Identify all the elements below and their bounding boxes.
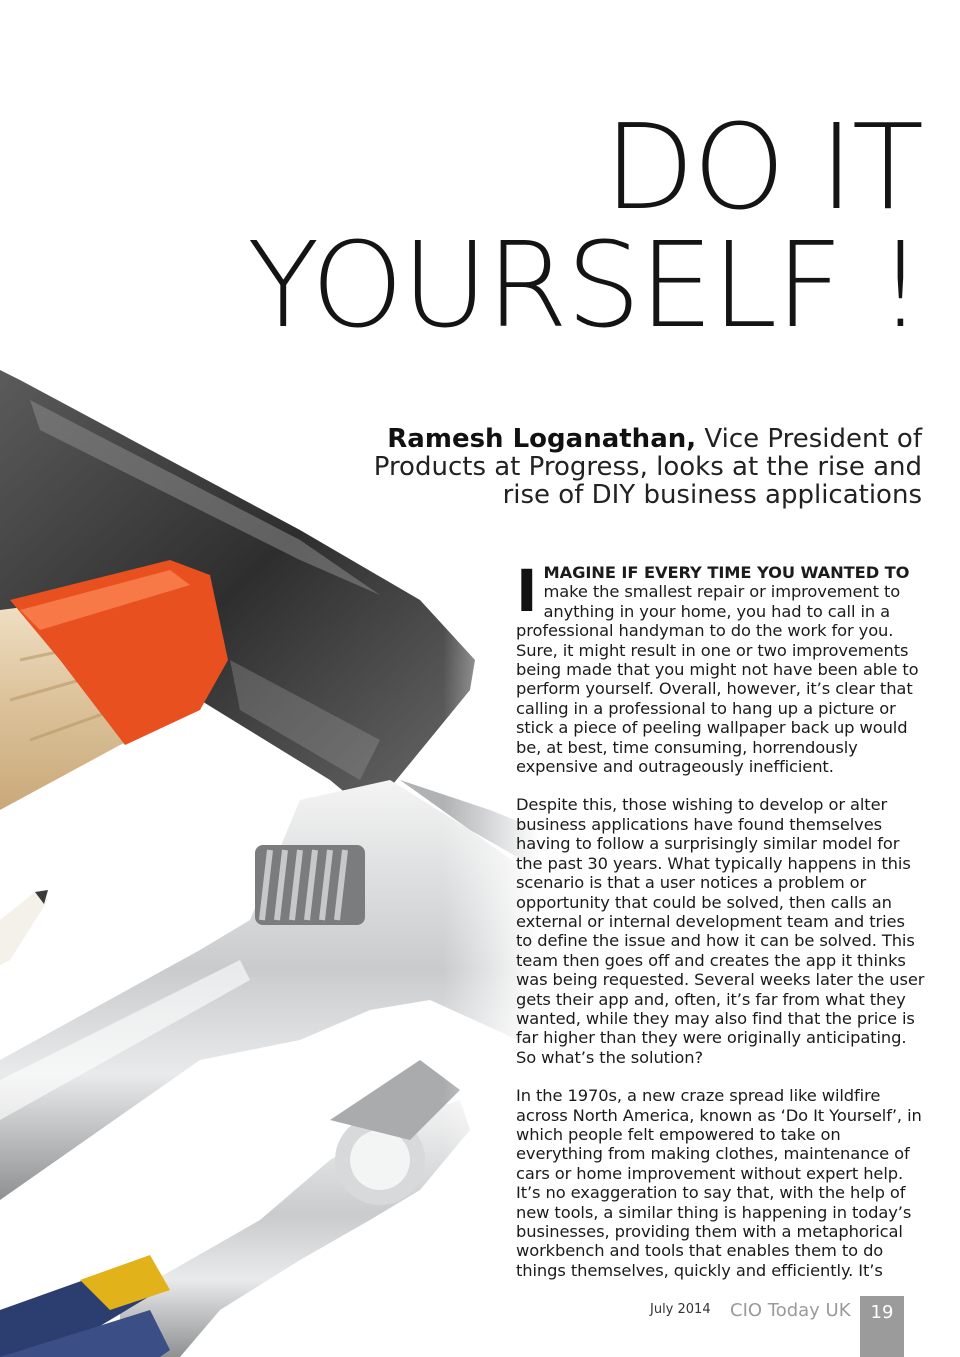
paragraph-1-text: make the smallest repair or improvement to anything in your home, you had to call in a professional handyman to do the work for you. Sure, it might result in one or two improvements being made that you might not have been able to perform yourself. Overall, however, it’s clear that calling in a professional to hang up a picture or stick a piece of peeling wallpaper back up would be, at best, time consuming, horrendously expensive and outrageously inefficient. — [516, 582, 919, 777]
article-body — [516, 557, 926, 1299]
paragraph-1 — [516, 557, 926, 777]
paragraph-3: In the 1970s, a new craze spread like wildfire across North America, known as ‘Do It Yourself’, in which people felt empowered to take on everything from making clothes, maintenance of cars or home improvement without expert help. It’s no exaggeration to say that, with the help of new tools, a similar thing is happening in today’s businesses, providing them with a metaphorical workbench and tools that enables them to do things themselves, quickly and efficiently. It’s — [516, 1086, 922, 1280]
lead-in: MAGINE IF EVERY TIME YOU WANTED TO — [543, 563, 910, 582]
paragraph-2: Despite this, those wishing to develop or alter business applications have found themselves having to follow a surprisingly similar model for the past 30 years. What typically happens in this scenario is that a user notices a problem or opportunity that could be solved, then calls an external or internal development team and tries to define the issue and how it can be solved. This team then goes off and creates the app it thinks was being requested. Several weeks later the user gets their app and, often, it’s far from what they wanted, while they may also find that the price is far higher than they were originally anticipating. So what’s the solution? — [516, 795, 925, 1067]
author-name: Ramesh Loganathan, — [387, 424, 697, 454]
page-number: 19 — [860, 1296, 904, 1357]
article-title — [247, 98, 922, 354]
magazine-name: CIO Today UK — [730, 1300, 851, 1321]
standfirst-text: Vice President of Products at Progress, looks at the rise and rise of DIY business applications — [373, 424, 922, 510]
title-line-2: YOURSELF ! — [247, 216, 922, 354]
tools-illustration — [0, 360, 540, 1357]
title-line-1: DO IT — [603, 98, 922, 236]
issue-date: July 2014 — [650, 1302, 711, 1317]
standfirst — [362, 425, 922, 509]
drop-cap: I — [516, 557, 538, 625]
